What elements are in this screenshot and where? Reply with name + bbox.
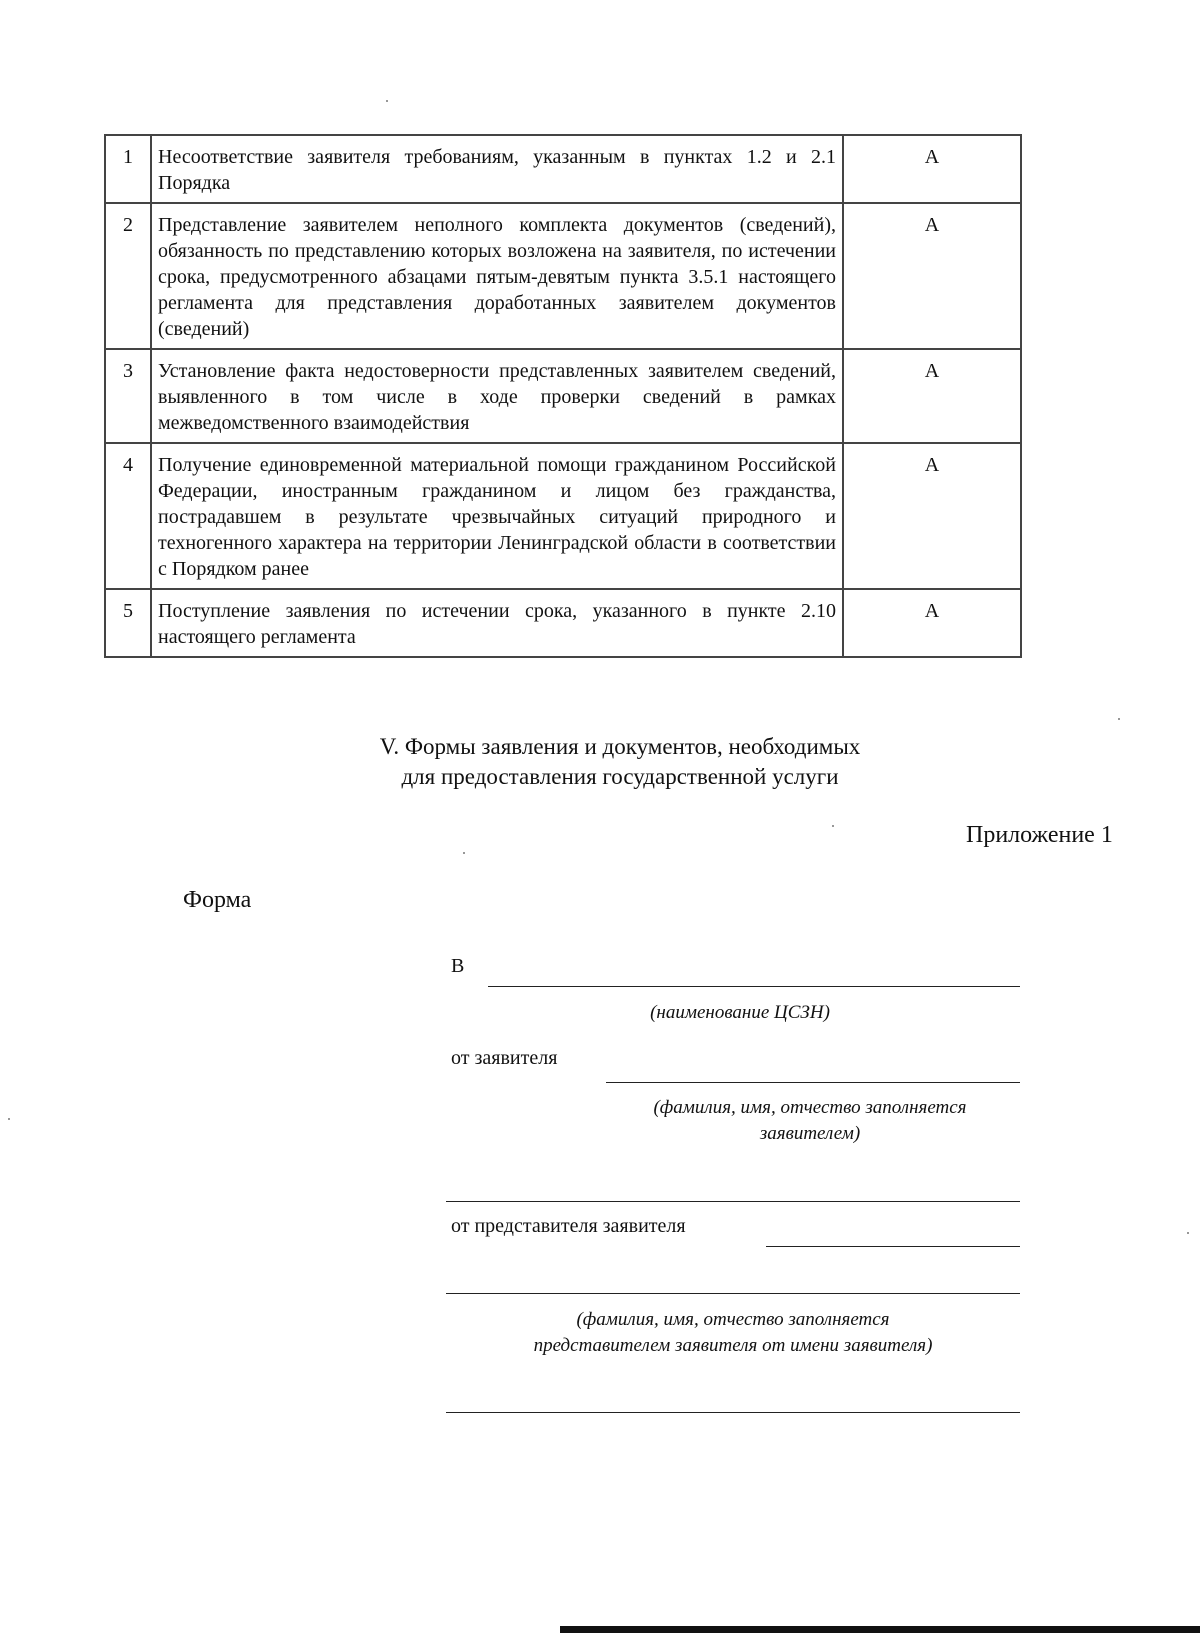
refusal-reasons-table [104, 134, 1022, 658]
table-body [105, 135, 1021, 657]
row-number: 1 [105, 135, 151, 203]
scan-speck [1187, 1232, 1189, 1234]
applicant-line-2[interactable] [446, 1201, 1020, 1202]
row-code: А [843, 203, 1021, 349]
scan-speck [8, 1118, 10, 1120]
representative-hint-line-1: (фамилия, имя, отчество заполняется [576, 1309, 890, 1330]
applicant-hint [600, 1095, 1020, 1147]
table-row [105, 349, 1021, 443]
row-reason-text: Представление заявителем неполного комплекта документов (сведений), обязанность по представлению которых возложена на заявителя, по истечении срока, предусмотренного абзацами пятым-девятым пункта 3.5.1 настоящего регламента для представления доработанных заявителем документов (сведений) [151, 203, 843, 349]
appendix-label: Приложение 1 [966, 822, 1113, 848]
scan-speck [463, 852, 465, 854]
applicant-label: от заявителя [451, 1047, 558, 1069]
row-number: 4 [105, 443, 151, 589]
table-row [105, 589, 1021, 657]
form-label: Форма [183, 887, 252, 913]
representative-hint-line-2: представителем заявителя от имени заявителя) [533, 1335, 933, 1356]
row-number: 5 [105, 589, 151, 657]
row-code: А [843, 589, 1021, 657]
table-row [105, 203, 1021, 349]
recipient-hint: (наименование ЦСЗН) [650, 1002, 830, 1023]
applicant-hint-line-1: (фамилия, имя, отчество заполняется [653, 1097, 967, 1118]
representative-hint [446, 1307, 1020, 1359]
representative-line[interactable] [766, 1246, 1020, 1247]
row-reason-text: Установление факта недостоверности представленных заявителем сведений, выявленного в том числе в ходе проверки сведений в рамках межведомственного взаимодействия [151, 349, 843, 443]
representative-line-3[interactable] [446, 1412, 1020, 1413]
applicant-line[interactable] [606, 1082, 1020, 1083]
representative-line-2[interactable] [446, 1293, 1020, 1294]
row-code: А [843, 443, 1021, 589]
row-code: А [843, 135, 1021, 203]
section-heading [240, 732, 1000, 792]
recipient-label: В [451, 955, 465, 977]
recipient-line[interactable] [488, 986, 1020, 987]
scan-speck [386, 100, 388, 102]
scan-edge-bar [560, 1626, 1200, 1633]
applicant-hint-line-2: заявителем) [759, 1123, 861, 1144]
table-row [105, 443, 1021, 589]
row-reason-text: Поступление заявления по истечении срока, указанного в пункте 2.10 настоящего регламента [151, 589, 843, 657]
row-reason-text: Получение единовременной материальной помощи гражданином Российской Федерации, иностранным гражданином и лицом без гражданства, пострадавшем в результате чрезвычайных ситуаций природного и техногенного характера на территории Ленинградской области в соответствии с Порядком ранее [151, 443, 843, 589]
scan-speck [832, 825, 834, 827]
table-row [105, 135, 1021, 203]
section-heading-line-1: V. Формы заявления и документов, необходимых [379, 734, 861, 759]
representative-label: от представителя заявителя [451, 1215, 686, 1237]
row-code: А [843, 349, 1021, 443]
section-heading-line-2: для предоставления государственной услуги [401, 764, 839, 789]
row-number: 3 [105, 349, 151, 443]
row-reason-text: Несоответствие заявителя требованиям, указанным в пунктах 1.2 и 2.1 Порядка [151, 135, 843, 203]
scan-speck [1118, 718, 1120, 720]
row-number: 2 [105, 203, 151, 349]
